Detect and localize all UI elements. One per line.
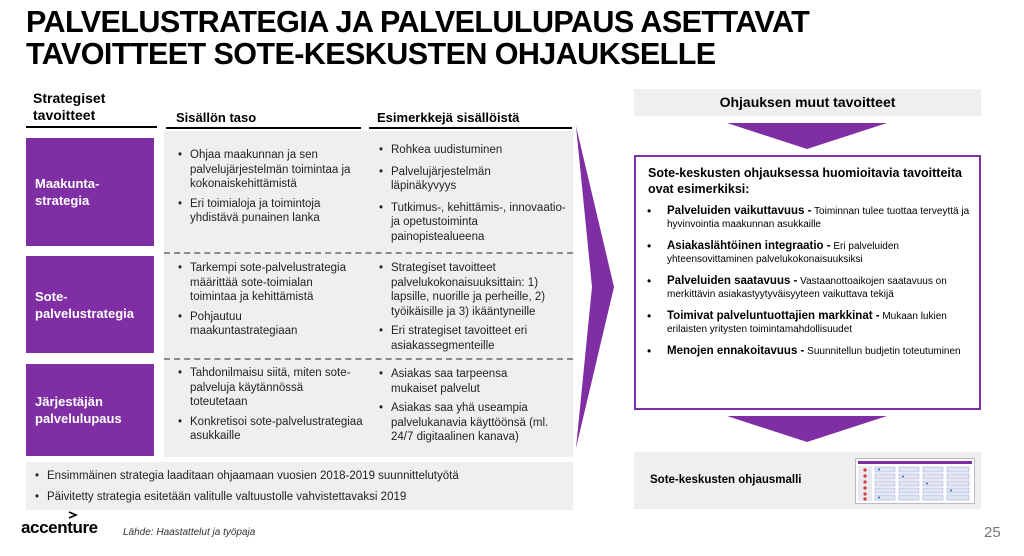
list-item: • Eri strategiset tavoitteet eri asiakassegmenteille [377, 324, 561, 353]
accenture-logo [21, 509, 111, 539]
row-label-text: Sote-palvelustrategia [35, 288, 134, 321]
list-item: • Konkretisoi sote-palvelustrategiaa asukkaille [176, 415, 365, 444]
right-header-title: Ohjauksen muut tavoitteet [719, 94, 896, 110]
model-thumbnail-icon [855, 458, 975, 504]
goal-item-title: Palveluiden vaikuttavuus - [667, 205, 812, 217]
page-number: 25 [984, 524, 1001, 541]
goal-item-text: Suunnitellun budjetin toteutuminen [804, 346, 961, 357]
header-underline-content [166, 127, 361, 129]
model-label: Sote-keskusten ohjausmalli [650, 474, 802, 486]
row2-content-list [176, 261, 356, 343]
row-label-maakuntastrategia [26, 138, 154, 246]
row1-examples-list [377, 143, 567, 248]
accenture-logo-text: accenture [21, 518, 98, 537]
list-item: • Tarkempi sote-palvelustrategia määrittää sote-toimialan toimintaa ja kehittämistä [176, 261, 356, 305]
row-label-text: Järjestäjän palvelulupaus [35, 394, 122, 426]
goal-item-title: Asiakaslähtöinen integraatio - [667, 240, 831, 252]
list-item: • Pohjautuu maakuntastrategiaan [176, 310, 330, 339]
row-label-jarjestajan-palvelulupaus [26, 364, 154, 456]
list-item: • Asiakas saa tarpeensa mukaiset palvelut [377, 367, 551, 396]
row3-examples-list [377, 367, 571, 449]
goal-item-text: Mukaan lukien erilaisten yritysten toimintamahdollisuudet [667, 311, 947, 335]
list-item: • Asiakas saa yhä useampia palvelukanavia käyttöönsä (ml. 24/7 digitaalinen kanava) [377, 401, 571, 445]
list-item: • Ohjaa maakunnan ja sen palvelujärjestelmän toimintaa ja kokonaiskehittämistä [176, 148, 356, 192]
title-line-1: PALVELUSTRATEGIA JA PALVELULUPAUS ASETTAVAT [26, 4, 810, 39]
footnote-list [33, 469, 568, 508]
row3-content-list [176, 366, 363, 448]
chevron-arrow-icon [576, 126, 616, 448]
goal-item-text: Vastaanottoaikojen saatavuus on merkittävin asiakastyytyväisyyteen vaikuttava tekijä [667, 276, 947, 300]
header-content-level: Sisällön taso [176, 110, 257, 125]
goal-item [644, 275, 974, 301]
goals-box [634, 155, 981, 410]
goal-item [644, 240, 974, 266]
row-label-sote-palvelustrategia [26, 256, 154, 353]
goal-item-title: Palveluiden saatavuus - [667, 275, 798, 287]
list-item: • Eri toimialoja ja toimintoja yhdistävä punainen lanka [176, 197, 356, 226]
down-arrow-icon [727, 123, 887, 149]
goal-item [644, 205, 974, 231]
header-strategic-goals: Strategiset tavoitteet [33, 90, 106, 123]
source-note: Lähde: Haastattelut ja työpaja [123, 527, 256, 538]
goal-item-title: Menojen ennakoitavuus - [667, 345, 805, 357]
list-item: • Rohkea uudistuminen [377, 143, 567, 158]
list-item: • Ensimmäinen strategia laaditaan ohjaamaan vuosien 2018-2019 suunnittelutyötä [33, 469, 568, 484]
goal-item [644, 310, 974, 336]
goals-box-title: Sote-keskusten ohjauksessa huomioitavia tavoitteita ovat esimerkiksi: [648, 166, 962, 196]
row-separator-1 [164, 252, 573, 254]
row1-content-list [176, 148, 356, 230]
down-arrow-icon [727, 416, 887, 442]
header-underline-examples [369, 127, 572, 129]
goal-item [644, 345, 974, 358]
goals-list [644, 205, 974, 367]
list-item: • Päivitetty strategia esitetään valitulle valtuustolle vahvistettavaksi 2019 [33, 490, 568, 505]
list-item: • Tahdonilmaisu siitä, miten sote-palveluja käytännössä toteutetaan [176, 366, 356, 410]
goal-item-text: Toiminnan tulee tuottaa terveyttä ja hyvinvointia maakunnan asukkaille [667, 206, 970, 230]
row-label-text: Maakunta-strategia [35, 176, 100, 208]
row-separator-2 [164, 358, 573, 360]
header-underline-strategy [26, 126, 157, 128]
title-line-2: TAVOITTEET SOTE-KESKUSTEN OHJAUKSELLE [26, 36, 716, 71]
goal-item-title: Toimivat palveluntuottajien markkinat - [667, 310, 880, 322]
list-item: • Palvelujärjestelmän läpinäkyvyys [377, 165, 521, 194]
list-item: • Tutkimus-, kehittämis-, innovaatio- ja opetustoiminta painopistealueena [377, 201, 567, 245]
list-item: • Strategiset tavoitteet palvelukokonaisuuksittain: 1) lapsille, nuorille ja perheille, 2) työikäisille ja 3) ikääntyneille [377, 261, 571, 319]
row2-examples-list [377, 261, 571, 357]
header-examples: Esimerkkejä sisällöistä [377, 110, 520, 125]
goal-item-text: Eri palveluiden yhteensovittaminen palvelukokonaisuuksiksi [667, 241, 899, 265]
